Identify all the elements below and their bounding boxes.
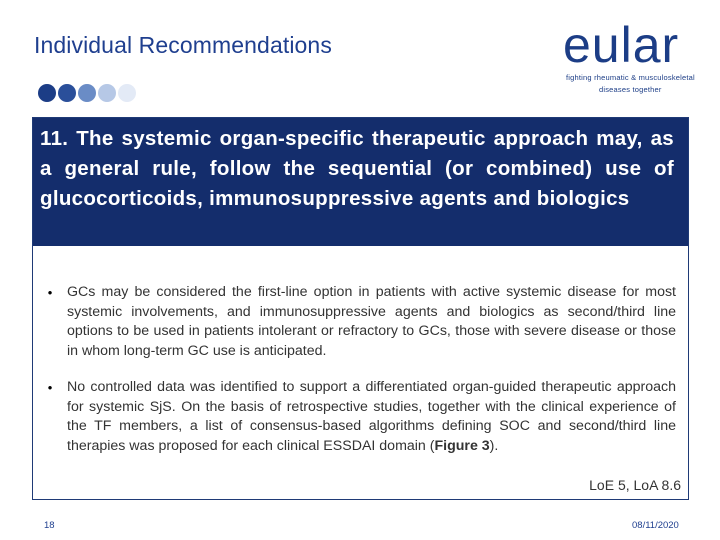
list-item <box>33 378 676 456</box>
dot-icon <box>58 84 76 102</box>
bullet-text: GCs may be considered the first-line option in patients with active systemic disease for most systemic involvements, and immunosuppressive agents and biologics as second/third line options to be used in patients intolerant or refractory to GCs, those with severe disease or those in whom long-term GC use is anticipated. <box>67 284 676 359</box>
dot-icon <box>118 84 136 102</box>
bullet-marker: • <box>47 380 53 395</box>
logo-wordmark: eular <box>563 17 680 73</box>
eular-logo <box>563 17 703 94</box>
logo-tagline-line1: fighting rheumatic & musculoskeletal <box>566 73 695 82</box>
bullet-marker: • <box>47 285 53 300</box>
dot-icon <box>38 84 56 102</box>
slide-title: Individual Recommendations <box>34 32 332 58</box>
page-number: 18 <box>44 520 55 531</box>
decorative-dots <box>38 84 136 102</box>
logo-tagline-line2: diseases together <box>599 85 662 94</box>
bullet-text-after: ). <box>489 437 499 454</box>
bullet-text-before: No controlled data was identified to support a differentiated organ-guided therapeutic approach for systemic SjS. On the basis of retrospective studies, together with the clinical experience of the TF members, a list of consensus-based algorithms defining SOC and second/third line therapies was proposed for each clinical ESSDAI domain ( <box>67 379 676 454</box>
bullet-list <box>33 283 688 473</box>
recommendation-heading: 11. The systemic organ-specific therapeutic approach may, as a general rule, follow the sequential (or combined) use of glucocorticoids, immunosuppressive agents and biologics <box>33 118 688 246</box>
evidence-level: LoE 5, LoA 8.6 <box>589 477 681 493</box>
figure-reference: Figure 3 <box>434 437 490 454</box>
dot-icon <box>78 84 96 102</box>
list-item <box>33 283 676 361</box>
bullet-text <box>67 378 676 456</box>
recommendation-panel <box>32 117 689 500</box>
dot-icon <box>98 84 116 102</box>
footer-date: 08/11/2020 <box>632 520 679 531</box>
